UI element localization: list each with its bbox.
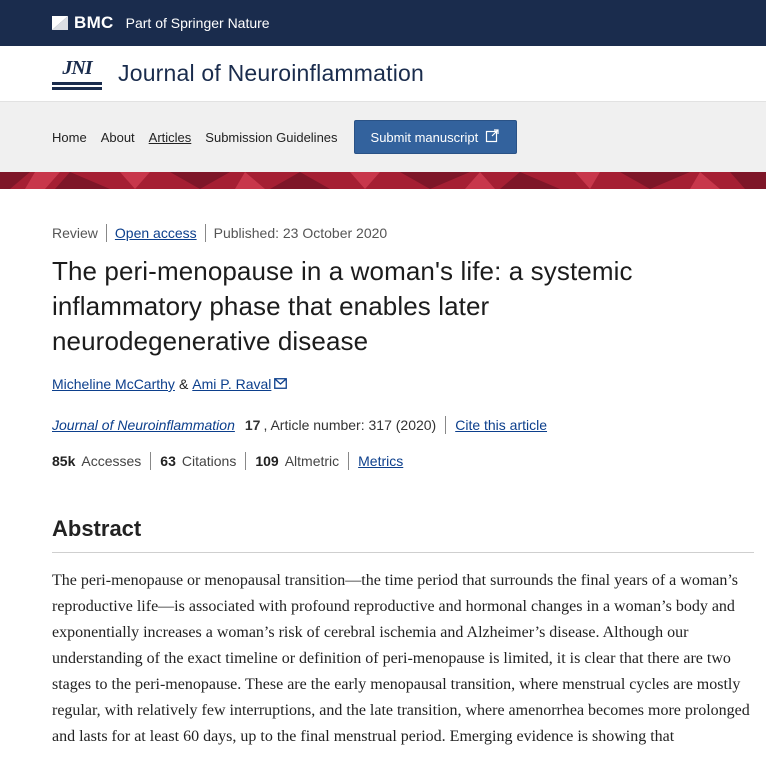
springer-tagline: Part of Springer Nature [125,15,270,31]
article [0,224,754,750]
divider [106,224,107,242]
article-title: The peri-menopause in a woman's life: a systemic inflammatory phase that enables later neurodegenerative disease [52,256,633,356]
decorative-band [0,172,766,189]
external-link-icon [485,128,500,146]
author-separator: & [178,376,189,392]
published-date: Published: 23 October 2020 [213,225,388,241]
author-list [52,376,754,392]
altmetric-label: Altmetric [284,453,340,469]
citations-label: Citations [181,453,237,469]
article-type: Review [52,225,98,241]
accesses-label: Accesses [81,453,142,469]
journal-link[interactable] [52,417,235,433]
bmc-logo-icon [52,16,68,30]
nav-about[interactable]: About [100,129,135,145]
submit-manuscript-label: Submit manuscript [370,129,479,145]
article-meta [52,224,754,242]
journal-logo-text: JNI [62,56,92,79]
abstract-heading: Abstract [52,516,754,553]
accesses-count: 85k [52,453,76,469]
article-number: , Article number: 317 (2020) [263,417,437,433]
journal-logo-lines-icon [52,80,102,90]
divider [150,452,151,470]
journal-header [0,46,766,101]
journal-logo[interactable] [52,54,102,94]
divider [445,416,446,434]
journal-title[interactable]: Journal of Neuroinflammation [118,60,425,86]
divider [205,224,206,242]
metrics-link[interactable]: Metrics [358,453,404,469]
journal-nav [0,101,766,172]
author-link[interactable]: Ami P. Raval [192,376,272,392]
abstract-text: The peri-menopause or menopausal transition—the time period that surrounds the final years of a woman’s reproductive life—is associated with profound reproductive and hormonal changes in a woman’s body and exponentially increases a woman’s risk of cerebral ischemia and Alzheimer’s disease. Although our understanding of the exact timeline or definition of peri-menopause is limited, it is clear that there are two stages to the peri-menopause. These are the early menopausal transition, where menstrual cycles are mostly regular, with relatively few interruptions, and the late transition, where amenorrhea becomes more prolonged and lasts for at least 60 days, up to the final menstrual period. Emerging evidence is showing that [52,572,750,745]
divider [348,452,349,470]
cite-this-article-link[interactable]: Cite this article [455,417,548,433]
submit-manuscript-button[interactable] [354,120,518,154]
top-bar [0,0,766,46]
bmc-brand: BMC [74,13,114,32]
citations-count: 63 [160,453,176,469]
author-link[interactable]: Micheline McCarthy [52,376,175,392]
bmc-logo[interactable] [52,13,270,33]
citation-line [52,416,754,434]
nav-articles[interactable]: Articles [148,129,192,145]
nav-submission-guidelines[interactable]: Submission Guidelines [205,129,338,145]
nav-home[interactable]: Home [52,129,87,145]
volume: 17 [244,417,261,433]
email-icon[interactable] [274,376,287,392]
journal-name: Journal of Neuroinflammation [52,417,235,433]
divider [245,452,246,470]
altmetric-count: 109 [255,453,279,469]
metrics-line [52,452,754,470]
open-access-link[interactable]: Open access [114,225,197,241]
